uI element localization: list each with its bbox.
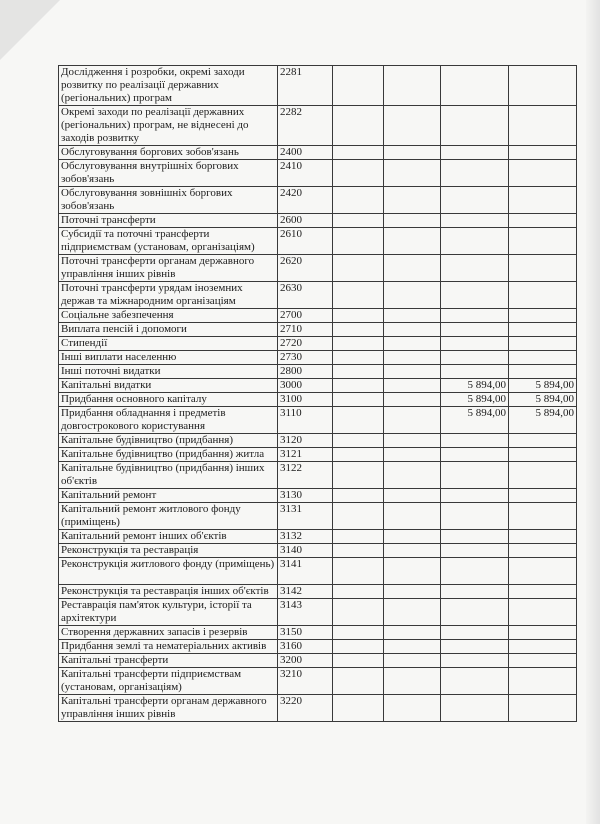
row-name-cell: Придбання основного капіталу: [59, 393, 278, 407]
row-code-cell: 2620: [278, 255, 333, 282]
row-value-cell-5: [441, 66, 509, 106]
row-name-cell: Реконструкція та реставрація: [59, 544, 278, 558]
row-value-cell-3: [333, 323, 384, 337]
row-value-cell-4: [384, 309, 441, 323]
row-code-cell: 2730: [278, 351, 333, 365]
row-value-cell-4: [384, 379, 441, 393]
row-value-cell-6: [509, 309, 577, 323]
row-code-cell: 2710: [278, 323, 333, 337]
row-code-cell: 2630: [278, 282, 333, 309]
row-value-cell-6: [509, 544, 577, 558]
table-row: [59, 309, 577, 323]
row-code-cell: 3141: [278, 558, 333, 585]
row-name-cell: Інші поточні видатки: [59, 365, 278, 379]
row-name-cell: Капітальний ремонт житлового фонду (приміщень): [59, 503, 278, 530]
table-row: [59, 668, 577, 695]
table-row: [59, 530, 577, 544]
table-row: [59, 434, 577, 448]
row-value-cell-6: [509, 351, 577, 365]
row-value-cell-6: [509, 146, 577, 160]
row-code-cell: 2600: [278, 214, 333, 228]
row-value-cell-4: [384, 282, 441, 309]
row-value-cell-5: [441, 434, 509, 448]
row-code-cell: 2610: [278, 228, 333, 255]
row-value-cell-3: [333, 448, 384, 462]
row-value-cell-4: [384, 407, 441, 434]
row-value-cell-4: [384, 106, 441, 146]
row-value-cell-3: [333, 66, 384, 106]
row-value-cell-3: [333, 337, 384, 351]
row-value-cell-4: [384, 365, 441, 379]
row-name-cell: Реконструкція житлового фонду (приміщень): [59, 558, 278, 585]
page-corner-fold: [0, 0, 60, 60]
row-value-cell-5: 5 894,00: [441, 393, 509, 407]
row-value-cell-3: [333, 214, 384, 228]
row-value-cell-5: [441, 309, 509, 323]
row-value-cell-6: [509, 462, 577, 489]
row-value-cell-3: [333, 668, 384, 695]
table-row: [59, 160, 577, 187]
row-value-cell-4: [384, 626, 441, 640]
row-value-cell-5: [441, 599, 509, 626]
row-name-cell: Окремі заходи по реалізації державних (регіональних) програм, не віднесені до заходів розвитку: [59, 106, 278, 146]
row-value-cell-5: [441, 503, 509, 530]
row-value-cell-4: [384, 214, 441, 228]
row-value-cell-4: [384, 599, 441, 626]
row-value-cell-5: [441, 558, 509, 585]
row-value-cell-5: [441, 365, 509, 379]
row-value-cell-4: [384, 695, 441, 722]
table-row: [59, 654, 577, 668]
row-value-cell-3: [333, 654, 384, 668]
row-value-cell-3: [333, 599, 384, 626]
row-name-cell: Капітальне будівництво (придбання) житла: [59, 448, 278, 462]
table-row: [59, 228, 577, 255]
row-name-cell: Субсидії та поточні трансферти підприємствам (установам, організаціям): [59, 228, 278, 255]
row-code-cell: 2410: [278, 160, 333, 187]
row-value-cell-3: [333, 640, 384, 654]
row-value-cell-4: [384, 187, 441, 214]
row-value-cell-6: [509, 558, 577, 585]
row-value-cell-6: [509, 695, 577, 722]
row-value-cell-5: [441, 626, 509, 640]
table-row: [59, 255, 577, 282]
row-name-cell: Капітальні трансферти органам державного управління інших рівнів: [59, 695, 278, 722]
row-value-cell-5: [441, 187, 509, 214]
row-value-cell-6: [509, 668, 577, 695]
row-code-cell: 3220: [278, 695, 333, 722]
row-value-cell-5: [441, 228, 509, 255]
row-name-cell: Капітальне будівництво (придбання) інших об'єктів: [59, 462, 278, 489]
row-code-cell: 3143: [278, 599, 333, 626]
row-value-cell-6: [509, 599, 577, 626]
row-code-cell: 3142: [278, 585, 333, 599]
row-value-cell-4: [384, 434, 441, 448]
row-value-cell-5: [441, 214, 509, 228]
row-value-cell-3: [333, 434, 384, 448]
row-value-cell-3: [333, 544, 384, 558]
row-code-cell: 3140: [278, 544, 333, 558]
table-row: [59, 448, 577, 462]
row-value-cell-3: [333, 393, 384, 407]
table-row: [59, 489, 577, 503]
row-code-cell: 3110: [278, 407, 333, 434]
page-edge-shadow: [586, 0, 600, 824]
row-name-cell: Капітальний ремонт інших об'єктів: [59, 530, 278, 544]
row-name-cell: Соціальне забезпечення: [59, 309, 278, 323]
table-row: [59, 379, 577, 393]
row-value-cell-4: [384, 544, 441, 558]
row-name-cell: Обслуговування внутрішніх боргових зобов'язань: [59, 160, 278, 187]
row-value-cell-3: [333, 146, 384, 160]
row-code-cell: 3100: [278, 393, 333, 407]
row-value-cell-6: 5 894,00: [509, 379, 577, 393]
row-code-cell: 3150: [278, 626, 333, 640]
row-value-cell-3: [333, 626, 384, 640]
row-value-cell-5: 5 894,00: [441, 379, 509, 393]
row-name-cell: Капітальні трансферти: [59, 654, 278, 668]
row-value-cell-6: [509, 585, 577, 599]
row-name-cell: Поточні трансферти урядам іноземних держав та міжнародним організаціям: [59, 282, 278, 309]
row-value-cell-6: [509, 214, 577, 228]
row-value-cell-5: [441, 106, 509, 146]
row-code-cell: 3160: [278, 640, 333, 654]
row-value-cell-4: [384, 558, 441, 585]
row-value-cell-5: [441, 255, 509, 282]
table-row: [59, 462, 577, 489]
row-value-cell-3: [333, 282, 384, 309]
row-name-cell: Капітальні видатки: [59, 379, 278, 393]
row-value-cell-6: [509, 626, 577, 640]
row-code-cell: 3121: [278, 448, 333, 462]
row-code-cell: 3200: [278, 654, 333, 668]
row-value-cell-4: [384, 668, 441, 695]
row-code-cell: 3132: [278, 530, 333, 544]
row-value-cell-3: [333, 558, 384, 585]
row-name-cell: Поточні трансферти: [59, 214, 278, 228]
table-row: [59, 187, 577, 214]
row-value-cell-4: [384, 448, 441, 462]
row-value-cell-5: [441, 640, 509, 654]
row-value-cell-5: 5 894,00: [441, 407, 509, 434]
row-code-cell: 3130: [278, 489, 333, 503]
row-value-cell-6: [509, 282, 577, 309]
table-row: [59, 599, 577, 626]
row-value-cell-5: [441, 489, 509, 503]
row-name-cell: Поточні трансферти органам державного управління інших рівнів: [59, 255, 278, 282]
budget-expenditure-table: [58, 65, 577, 722]
row-value-cell-3: [333, 489, 384, 503]
row-value-cell-6: [509, 66, 577, 106]
row-name-cell: Створення державних запасів і резервів: [59, 626, 278, 640]
row-value-cell-3: [333, 585, 384, 599]
row-value-cell-4: [384, 530, 441, 544]
row-value-cell-5: [441, 282, 509, 309]
table-row: [59, 626, 577, 640]
table-row: [59, 558, 577, 585]
table-body: [59, 66, 577, 722]
row-value-cell-6: [509, 187, 577, 214]
row-value-cell-4: [384, 146, 441, 160]
row-name-cell: Дослідження і розробки, окремі заходи розвитку по реалізації державних (регіональних) програм: [59, 66, 278, 106]
row-value-cell-6: [509, 365, 577, 379]
row-value-cell-3: [333, 530, 384, 544]
row-value-cell-4: [384, 503, 441, 530]
row-code-cell: 3210: [278, 668, 333, 695]
table-row: [59, 640, 577, 654]
row-value-cell-4: [384, 393, 441, 407]
row-value-cell-5: [441, 337, 509, 351]
row-value-cell-3: [333, 309, 384, 323]
row-value-cell-3: [333, 106, 384, 146]
row-code-cell: 3120: [278, 434, 333, 448]
row-code-cell: 2720: [278, 337, 333, 351]
row-value-cell-6: [509, 106, 577, 146]
table-row: [59, 66, 577, 106]
row-name-cell: Реставрація пам'яток культури, історії та архітектури: [59, 599, 278, 626]
table-row: [59, 214, 577, 228]
table-row: [59, 407, 577, 434]
row-value-cell-5: [441, 323, 509, 337]
row-value-cell-4: [384, 323, 441, 337]
row-name-cell: Капітальний ремонт: [59, 489, 278, 503]
row-code-cell: 2281: [278, 66, 333, 106]
table-row: [59, 106, 577, 146]
row-value-cell-3: [333, 379, 384, 393]
row-value-cell-3: [333, 160, 384, 187]
row-value-cell-4: [384, 337, 441, 351]
row-value-cell-6: [509, 228, 577, 255]
row-name-cell: Обслуговування зовнішніх боргових зобов'язань: [59, 187, 278, 214]
table-row: [59, 337, 577, 351]
table-row: [59, 282, 577, 309]
row-value-cell-4: [384, 351, 441, 365]
row-value-cell-4: [384, 640, 441, 654]
row-name-cell: Капітальне будівництво (придбання): [59, 434, 278, 448]
row-value-cell-5: [441, 351, 509, 365]
row-value-cell-6: [509, 640, 577, 654]
row-name-cell: Придбання землі та нематеріальних активів: [59, 640, 278, 654]
row-value-cell-5: [441, 544, 509, 558]
table-row: [59, 393, 577, 407]
row-value-cell-6: [509, 255, 577, 282]
row-value-cell-5: [441, 585, 509, 599]
row-code-cell: 2800: [278, 365, 333, 379]
row-value-cell-5: [441, 462, 509, 489]
table-row: [59, 323, 577, 337]
row-code-cell: 3131: [278, 503, 333, 530]
row-value-cell-5: [441, 695, 509, 722]
row-value-cell-5: [441, 668, 509, 695]
row-value-cell-3: [333, 228, 384, 255]
row-value-cell-4: [384, 160, 441, 187]
row-value-cell-6: [509, 530, 577, 544]
row-value-cell-3: [333, 351, 384, 365]
row-value-cell-3: [333, 255, 384, 282]
row-value-cell-3: [333, 503, 384, 530]
row-value-cell-3: [333, 365, 384, 379]
row-value-cell-3: [333, 462, 384, 489]
row-value-cell-6: [509, 160, 577, 187]
row-value-cell-5: [441, 654, 509, 668]
row-name-cell: Виплата пенсій і допомоги: [59, 323, 278, 337]
row-code-cell: 2400: [278, 146, 333, 160]
row-value-cell-4: [384, 228, 441, 255]
table-row: [59, 146, 577, 160]
row-name-cell: Реконструкція та реставрація інших об'єктів: [59, 585, 278, 599]
table-row: [59, 503, 577, 530]
row-value-cell-6: 5 894,00: [509, 393, 577, 407]
row-value-cell-4: [384, 654, 441, 668]
table-row: [59, 365, 577, 379]
row-value-cell-6: [509, 489, 577, 503]
table-row: [59, 585, 577, 599]
row-value-cell-5: [441, 448, 509, 462]
row-value-cell-4: [384, 255, 441, 282]
row-name-cell: Обслуговування боргових зобов'язань: [59, 146, 278, 160]
table-row: [59, 695, 577, 722]
row-name-cell: Придбання обладнання і предметів довгострокового користування: [59, 407, 278, 434]
row-value-cell-3: [333, 187, 384, 214]
row-code-cell: 2282: [278, 106, 333, 146]
row-value-cell-6: [509, 323, 577, 337]
row-value-cell-5: [441, 530, 509, 544]
row-value-cell-4: [384, 489, 441, 503]
table-row: [59, 544, 577, 558]
row-value-cell-4: [384, 585, 441, 599]
row-value-cell-5: [441, 146, 509, 160]
row-value-cell-6: 5 894,00: [509, 407, 577, 434]
row-code-cell: 2420: [278, 187, 333, 214]
row-value-cell-3: [333, 407, 384, 434]
row-value-cell-3: [333, 695, 384, 722]
row-value-cell-6: [509, 448, 577, 462]
row-value-cell-6: [509, 503, 577, 530]
row-value-cell-6: [509, 434, 577, 448]
row-code-cell: 3122: [278, 462, 333, 489]
row-value-cell-6: [509, 654, 577, 668]
row-code-cell: 3000: [278, 379, 333, 393]
row-code-cell: 2700: [278, 309, 333, 323]
row-name-cell: Інші виплати населенню: [59, 351, 278, 365]
row-value-cell-4: [384, 462, 441, 489]
table-row: [59, 351, 577, 365]
row-value-cell-4: [384, 66, 441, 106]
row-value-cell-6: [509, 337, 577, 351]
row-name-cell: Капітальні трансферти підприємствам (установам, організаціям): [59, 668, 278, 695]
row-value-cell-5: [441, 160, 509, 187]
row-name-cell: Стипендії: [59, 337, 278, 351]
